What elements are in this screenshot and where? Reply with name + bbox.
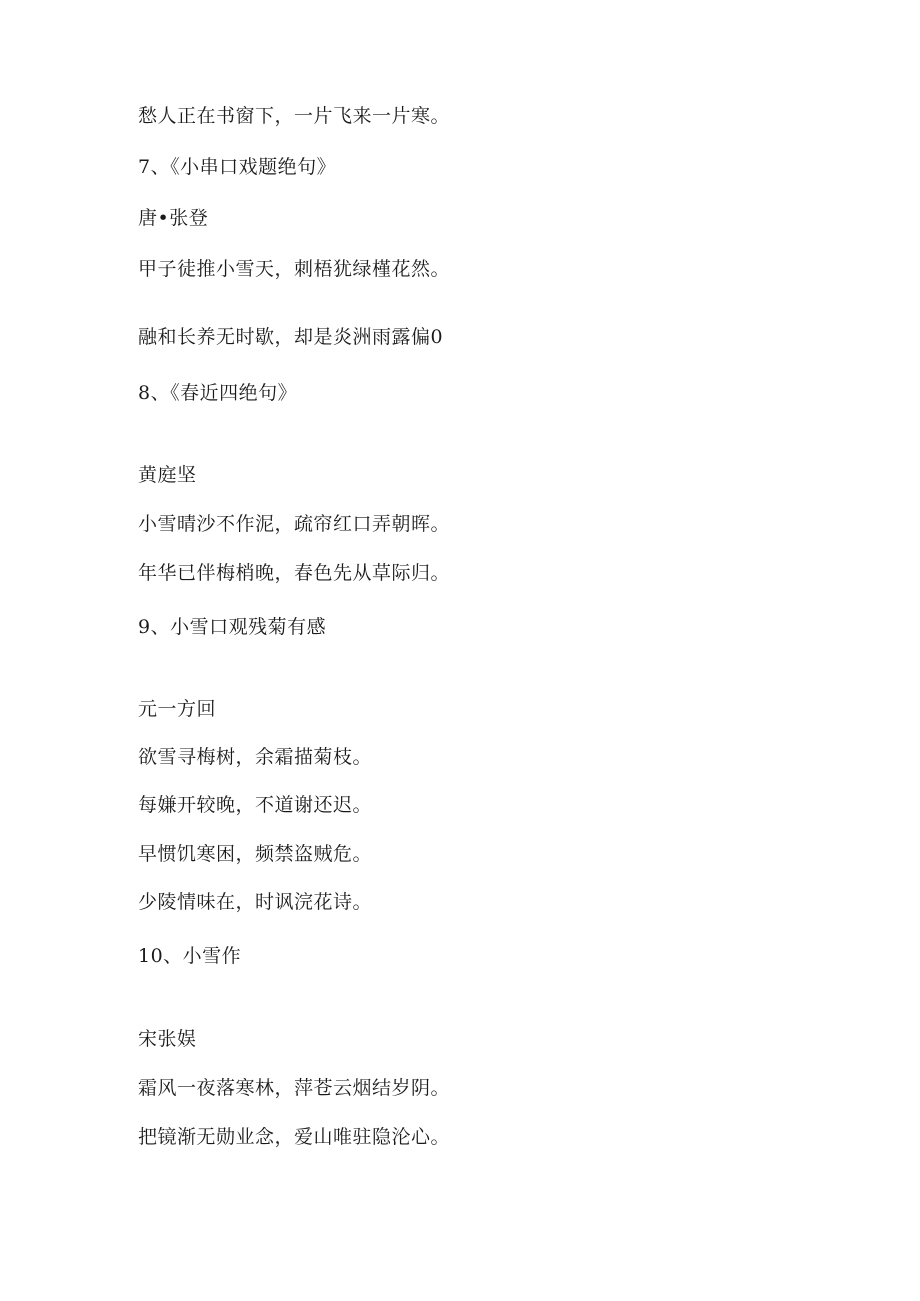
poem-line: 每嫌开较晚，不道谢还迟。 (138, 794, 373, 816)
poem-author: 黄庭坚 (138, 464, 197, 486)
poem-line: 把镜渐无勋业念，爱山唯驻隐沦心。 (138, 1126, 451, 1148)
poem-author: 元一方回 (138, 698, 217, 720)
poem-line: 融和长养无时歇，却是炎洲雨露偏0 (138, 326, 444, 348)
poem-line: 少陵情味在，时讽浣花诗。 (138, 891, 373, 913)
poem-line: 年华已伴梅梢晚，春色先从草际归。 (138, 562, 451, 584)
poem-title-7: 7、《小串口戏题绝句》 (138, 156, 337, 178)
poem-line: 小雪晴沙不作泥，疏帘红口弄朝晖。 (138, 513, 451, 535)
poem-title-10: 10、小雪作 (138, 945, 242, 967)
poem-title-8: 8、《春近四绝句》 (138, 382, 298, 404)
poem-author: 唐•张登 (138, 207, 209, 229)
poem-line: 欲雪寻梅树，余霜描菊枝。 (138, 746, 373, 768)
poem-line: 甲子徒推小雪天，刺梧犹绿槿花然。 (138, 258, 451, 280)
poem-author: 宋张娱 (138, 1028, 197, 1050)
poem-title-9: 9、小雪口观残菊有感 (138, 616, 327, 638)
poem-line: 愁人正在书窗下，一片飞来一片寒。 (138, 105, 451, 127)
poem-line: 早惯饥寒困，频禁盗贼危。 (138, 843, 373, 865)
poem-line: 霜风一夜落寒林，萍苍云烟结岁阴。 (138, 1077, 451, 1099)
